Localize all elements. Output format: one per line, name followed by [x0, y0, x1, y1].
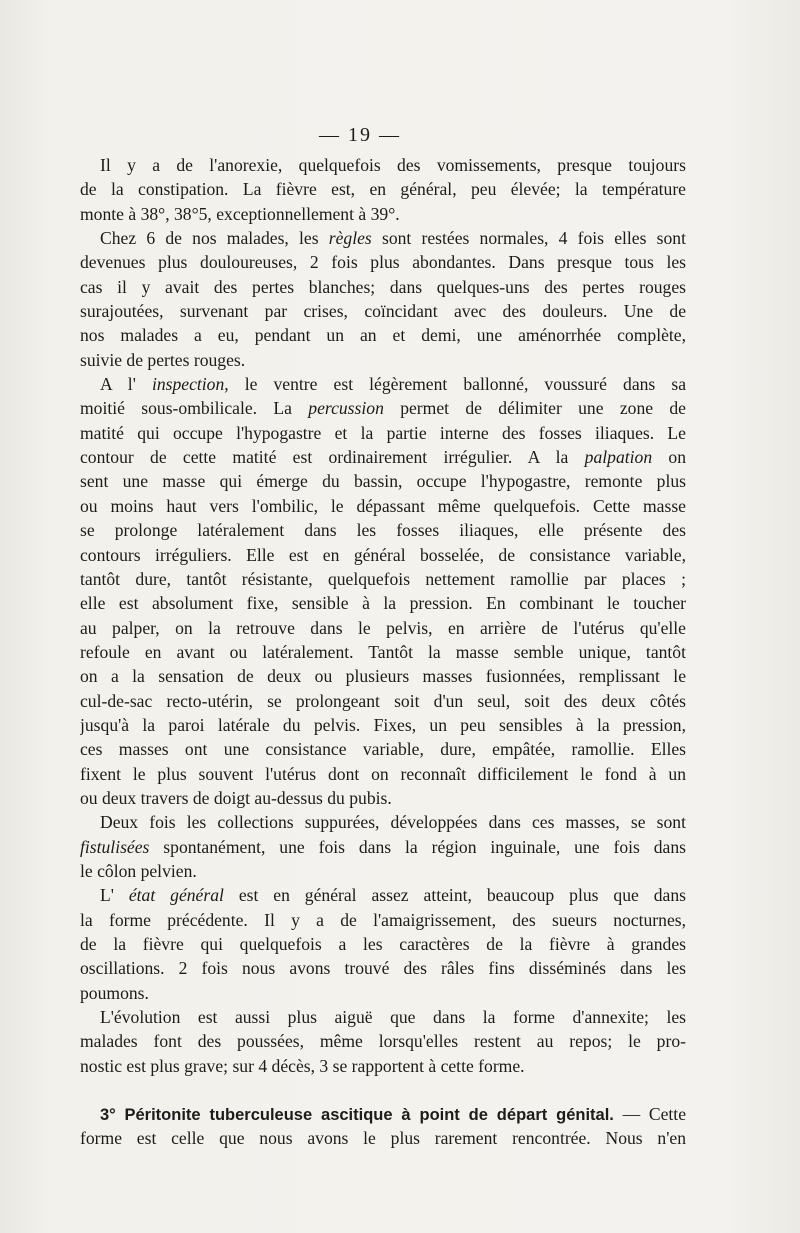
text-line — [80, 640, 686, 664]
line-text: elle est absolument fixe, sensible à la pression. En combinant le toucher — [80, 593, 686, 614]
text-line — [80, 299, 686, 323]
text-line — [80, 1126, 686, 1150]
text-line — [80, 591, 686, 615]
line-text: on a la sensation de deux ou plusieurs masses fusionnées, remplissant le — [80, 666, 686, 687]
line-text: contours irréguliers. Elle est en général bosselée, de consistance variable, — [80, 544, 686, 565]
text-line — [80, 835, 686, 859]
line-text: Il y a de l'anorexie, quelquefois des vomissements, presque toujours — [100, 155, 686, 175]
line-text: suivie de pertes rouges. — [80, 349, 246, 370]
text-line — [80, 275, 686, 299]
text-line — [80, 883, 686, 907]
text-line — [80, 981, 686, 1005]
line-text: A l' — [100, 374, 136, 395]
italic-term: état général — [128, 885, 224, 906]
section-dash: — — [622, 1104, 641, 1125]
line-text-after: le ventre est légèrement ballonné, voussuré dans sa — [244, 374, 686, 395]
line-text: tantôt dure, tantôt résistante, quelquefois nettement ramollie par places ; — [80, 568, 686, 589]
text-line — [80, 250, 686, 274]
line-text: nos malades a eu, pendant un an et demi, une aménorrhée complète, — [80, 325, 686, 346]
page-number: — 19 — — [319, 124, 401, 146]
line-text: contour de cette matité est ordinairement irrégulier. A la — [80, 447, 569, 468]
text-line — [80, 713, 686, 737]
section-title: Péritonite tuberculeuse ascitique à point de départ génital. — [124, 1106, 614, 1125]
line-text: le côlon pelvien. — [80, 860, 197, 881]
text-line — [80, 177, 686, 201]
line-text: la forme précédente. Il y a de l'amaigrissement, des sueurs nocturnes, — [80, 909, 686, 930]
text-line — [80, 762, 686, 786]
line-text: surajoutées, survenant par crises, coïncidant avec des douleurs. Une de — [80, 301, 686, 322]
line-text: sent une masse qui émerge du bassin, occupe l'hypogastre, remonte plus — [80, 471, 686, 492]
text-line — [80, 1005, 686, 1029]
body-text — [80, 153, 686, 1151]
line-text: oscillations. 2 fois nous avons trouvé des râles fins disséminés dans les — [80, 958, 686, 979]
text-line — [80, 372, 686, 396]
line-text: devenues plus douloureuses, 2 fois plus abondantes. Dans presque tous les — [80, 252, 686, 273]
text-line — [80, 396, 686, 420]
text-line — [80, 567, 686, 591]
text-line — [80, 859, 686, 883]
line-text-after: spontanément, une fois dans la région inguinale, une fois dans — [163, 836, 686, 857]
text-line — [80, 445, 686, 469]
text-line — [80, 810, 686, 834]
text-line — [80, 469, 686, 493]
line-text: Deux fois les collections suppurées, développées dans ces masses, se sont — [100, 812, 686, 833]
text-line — [80, 543, 686, 567]
line-text: ces masses ont une consistance variable, dure, empâtée, ramollie. Elles — [80, 739, 686, 760]
text-line — [80, 689, 686, 713]
line-text-after: permet de délimiter une zone de — [400, 398, 686, 419]
text-line — [80, 1054, 686, 1078]
line-text: au palper, on la retrouve dans le pelvis, en arrière de l'utérus qu'elle — [80, 617, 686, 638]
line-text: refoule en avant ou latéralement. Tantôt la masse semble unique, tantôt — [80, 641, 686, 662]
section-number: 3° — [100, 1106, 116, 1125]
line-text: de la constipation. La fièvre est, en général, peu élevée; la température — [80, 179, 686, 200]
text-line — [80, 786, 686, 810]
text-line — [80, 202, 686, 226]
text-line — [80, 737, 686, 761]
text-line — [80, 664, 686, 688]
text-line — [80, 153, 686, 177]
line-text: ou deux travers de doigt au-dessus du pubis. — [80, 787, 392, 808]
line-text: moitié sous-ombilicale. La — [80, 398, 292, 419]
line-text: malades font des poussées, même lorsqu'elles restent au repos; le pro- — [80, 1031, 686, 1052]
section-title-tail: Cette — [648, 1104, 686, 1125]
line-text: de la fièvre qui quelquefois a les caractères de la fièvre à grandes — [80, 934, 686, 954]
italic-term: fistulisées — [80, 836, 150, 857]
line-text: fixent le plus souvent l'utérus dont on reconnaît difficilement le fond à un — [80, 763, 686, 784]
line-text-after: est en général assez atteint, beaucoup plus que dans — [238, 885, 686, 906]
text-line — [80, 421, 686, 445]
line-text-after: on — [668, 447, 686, 468]
text-line — [80, 494, 686, 518]
line-text-after: sont restées normales, 4 fois elles sont — [381, 228, 686, 249]
line-text: poumons. — [80, 982, 149, 1003]
text-line — [80, 518, 686, 542]
line-text: matité qui occupe l'hypogastre et la partie interne des fosses iliaques. Le — [80, 422, 686, 443]
text-line — [80, 1029, 686, 1053]
italic-term: règles — [328, 228, 372, 249]
line-text: monte à 38°, 38°5, exceptionnellement à 39°. — [80, 203, 400, 224]
text-line — [80, 323, 686, 347]
line-text: cul-de-sac recto-utérin, se prolongeant soit d'un seul, soit des deux côtés — [80, 690, 686, 711]
italic-term: inspection, — [151, 374, 229, 395]
text-line — [80, 348, 686, 372]
line-text: nostic est plus grave; sur 4 décès, 3 se rapportent à cette forme. — [80, 1055, 525, 1076]
line-text: L' — [100, 885, 114, 906]
italic-term: palpation — [584, 447, 653, 468]
line-text: forme est celle que nous avons le plus rarement rencontrée. Nous n'en — [80, 1128, 686, 1149]
text-line — [80, 226, 686, 250]
line-text: cas il y avait des pertes blanches; dans quelques-uns des pertes rouges — [80, 276, 686, 297]
line-text: jusqu'à la paroi latérale du pelvis. Fixes, un peu sensibles à la pression, — [80, 714, 686, 735]
line-text: L'évolution est aussi plus aiguë que dans la forme d'annexite; les — [100, 1007, 686, 1028]
text-line — [80, 616, 686, 640]
text-line — [80, 956, 686, 980]
line-text: Chez 6 de nos malades, les — [100, 228, 319, 249]
text-line — [80, 908, 686, 932]
italic-term: percussion — [308, 398, 384, 419]
line-text: ou moins haut vers l'ombilic, le dépassant même quelquefois. Cette masse — [80, 495, 686, 516]
text-line — [80, 932, 686, 956]
section-heading-line — [80, 1102, 686, 1126]
line-text: se prolonge latéralement dans les fosses iliaques, elle présente des — [80, 520, 686, 541]
section-spacer — [80, 1078, 686, 1102]
